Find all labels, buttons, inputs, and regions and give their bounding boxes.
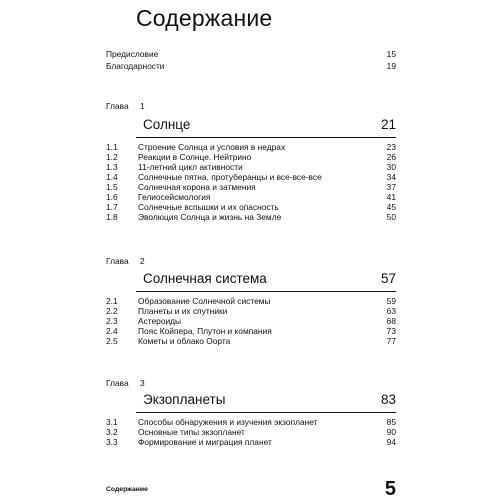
chapter-number: 1 [140, 101, 145, 111]
section-number: 2.3 [106, 316, 118, 326]
section-title: Солнечные вспышки и их опасность [138, 202, 279, 212]
page-title: Содержание [136, 5, 273, 31]
section-page: 50 [386, 212, 396, 222]
section-number: 1.5 [106, 182, 118, 192]
front-matter-page: 19 [386, 61, 396, 71]
section-title: Строение Солнца и условия в недрах [138, 142, 286, 152]
section-number: 1.7 [106, 202, 118, 212]
section-number: 3.3 [106, 437, 118, 447]
chapter-divider [136, 291, 396, 292]
section-number: 2.4 [106, 326, 118, 336]
section-title: Реакции в Солнце. Нейтрино [138, 152, 252, 162]
section-title: Кометы и облако Оорта [138, 336, 231, 346]
chapter-page: 83 [380, 392, 396, 407]
section-title: Основные типы экзопланет [138, 427, 245, 437]
section-number: 3.2 [106, 427, 118, 437]
section-number: 1.4 [106, 172, 118, 182]
chapter-page: 57 [380, 271, 396, 286]
section-number: 1.1 [106, 142, 118, 152]
chapter-page: 21 [380, 117, 396, 132]
section-number: 1.6 [106, 192, 118, 202]
front-matter-page: 15 [386, 49, 396, 59]
section-page: 41 [386, 192, 396, 202]
section-page: 73 [386, 326, 396, 336]
chapter-word: Глава [106, 256, 129, 266]
section-page: 85 [386, 417, 396, 427]
section-number: 1.2 [106, 152, 118, 162]
section-page: 34 [386, 172, 396, 182]
section-page: 45 [386, 202, 396, 212]
section-number: 2.1 [106, 296, 118, 306]
section-title: Эволюция Солнца и жизнь на Земле [138, 212, 282, 222]
chapter-title: Экзопланеты [143, 392, 226, 407]
section-number: 1.8 [106, 212, 118, 222]
section-title: Формирование и миграция планет [138, 437, 272, 447]
section-page: 94 [386, 437, 396, 447]
chapter-word: Глава [106, 378, 129, 388]
section-number: 3.1 [106, 417, 118, 427]
section-page: 37 [386, 182, 396, 192]
section-title: Солнечные пятна, протуберанцы и все-все-все [138, 172, 322, 182]
section-page: 63 [386, 306, 396, 316]
section-title: Солнечная корона и затмения [138, 182, 256, 192]
section-title: Гелиосейсмология [138, 192, 211, 202]
chapter-number: 3 [140, 378, 145, 388]
section-page: 68 [386, 316, 396, 326]
section-title: Астероиды [138, 316, 182, 326]
chapter-word: Глава [106, 101, 129, 111]
section-title: Пояс Койпера, Плутон и компания [138, 326, 272, 336]
section-title: Планеты и их спутники [138, 306, 228, 316]
section-page: 26 [386, 152, 396, 162]
section-number: 2.2 [106, 306, 118, 316]
section-page: 59 [386, 296, 396, 306]
section-title: 11-летний цикл активности [138, 162, 243, 172]
section-page: 23 [386, 142, 396, 152]
section-title: Способы обнаружения и изучения экзопланет [138, 417, 318, 427]
front-matter-label: Предисловие [106, 49, 159, 59]
front-matter-label: Благодарности [106, 61, 165, 71]
section-page: 30 [386, 162, 396, 172]
section-page: 77 [386, 336, 396, 346]
section-title: Образование Солнечной системы [138, 296, 271, 306]
chapter-title: Солнечная система [143, 271, 267, 286]
chapter-title: Солнце [143, 117, 191, 132]
footer-running-title: Содержание [106, 486, 148, 493]
chapter-divider [136, 137, 396, 138]
section-number: 1.3 [106, 162, 118, 172]
section-page: 90 [386, 427, 396, 437]
chapter-number: 2 [140, 256, 145, 266]
footer-page-number: 5 [384, 478, 396, 500]
section-number: 2.5 [106, 336, 118, 346]
chapter-divider [136, 412, 396, 413]
